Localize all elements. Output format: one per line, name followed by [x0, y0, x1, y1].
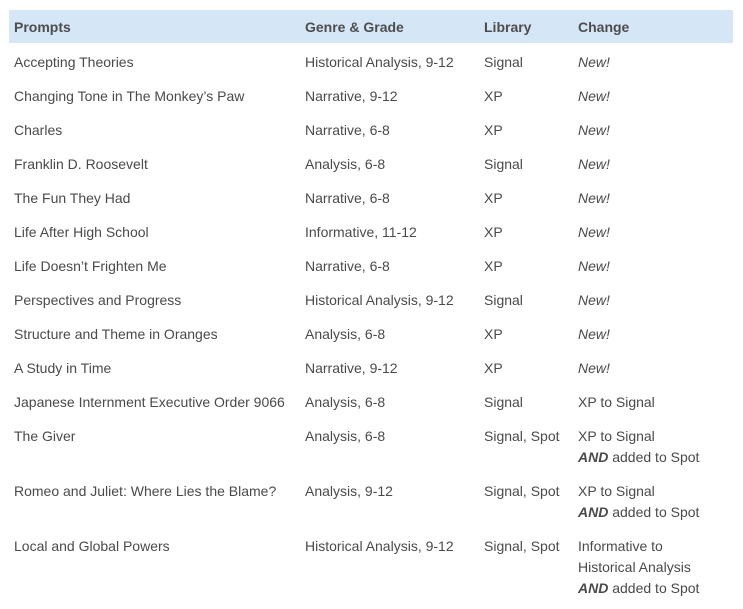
table-row — [9, 212, 733, 246]
cell-change — [573, 76, 733, 110]
change-new-badge: New! — [578, 258, 610, 274]
table-row — [9, 382, 733, 416]
cell-prompt: Perspectives and Progress — [14, 292, 182, 308]
change-new-badge: New! — [578, 360, 610, 376]
table-row — [9, 348, 733, 382]
cell-change — [573, 526, 733, 602]
cell-genre-grade: Historical Analysis, 9-12 — [305, 538, 454, 554]
cell-library: XP — [484, 122, 503, 138]
cell-prompt: The Fun They Had — [14, 190, 131, 206]
cell-library: XP — [484, 360, 503, 376]
table-row — [9, 144, 733, 178]
table-row — [9, 416, 733, 471]
header-row — [9, 10, 733, 43]
cell-change — [573, 246, 733, 280]
change-new-badge: New! — [578, 292, 610, 308]
cell-prompt: Changing Tone in The Monkey’s Paw — [14, 88, 245, 104]
cell-library: Signal — [484, 292, 523, 308]
cell-change — [573, 178, 733, 212]
cell-genre-grade: Analysis, 6-8 — [305, 428, 386, 444]
cell-genre-grade: Analysis, 6-8 — [305, 156, 386, 172]
cell-genre-grade: Narrative, 6-8 — [305, 258, 390, 274]
cell-genre-grade: Historical Analysis, 9-12 — [305, 292, 454, 308]
change-line: XP to Signal — [578, 483, 655, 499]
table-row — [9, 178, 733, 212]
and-emphasis: AND — [578, 580, 609, 596]
table-row — [9, 43, 733, 76]
cell-change — [573, 110, 733, 144]
cell-genre-grade: Informative, 11-12 — [305, 224, 417, 240]
cell-change — [573, 382, 733, 416]
change-new-badge: New! — [578, 224, 610, 240]
cell-prompt: Local and Global Powers — [14, 538, 170, 554]
column-header-prompts: Prompts — [14, 18, 71, 35]
cell-library: Signal, Spot — [484, 483, 560, 499]
table-row — [9, 471, 733, 526]
change-new-badge: New! — [578, 156, 610, 172]
cell-library: Signal, Spot — [484, 538, 560, 554]
cell-prompt: Romeo and Juliet: Where Lies the Blame? — [14, 483, 277, 499]
cell-library: Signal — [484, 156, 523, 172]
cell-prompt: A Study in Time — [14, 360, 112, 376]
cell-prompt: The Giver — [14, 428, 76, 444]
cell-library: XP — [484, 224, 503, 240]
cell-change — [573, 348, 733, 382]
table-row — [9, 314, 733, 348]
change-line: AND added to Spot — [578, 504, 700, 520]
cell-genre-grade: Narrative, 6-8 — [305, 122, 390, 138]
cell-prompt: Life After High School — [14, 224, 149, 240]
cell-change — [573, 416, 733, 471]
cell-prompt: Charles — [14, 122, 63, 138]
cell-genre-grade: Historical Analysis, 9-12 — [305, 54, 454, 70]
change-line: AND added to Spot — [578, 449, 700, 465]
cell-genre-grade: Narrative, 9-12 — [305, 88, 398, 104]
cell-genre-grade: Analysis, 9-12 — [305, 483, 393, 499]
table-row — [9, 526, 733, 602]
change-new-badge: New! — [578, 88, 610, 104]
cell-change — [573, 471, 733, 526]
change-new-badge: New! — [578, 190, 610, 206]
cell-library: Signal — [484, 54, 523, 70]
change-new-badge: New! — [578, 54, 610, 70]
cell-genre-grade: Narrative, 6-8 — [305, 190, 390, 206]
and-emphasis: AND — [578, 504, 609, 520]
table-row — [9, 110, 733, 144]
cell-prompt: Accepting Theories — [14, 54, 134, 70]
and-emphasis: AND — [578, 449, 609, 465]
cell-change — [573, 144, 733, 178]
column-header-change: Change — [578, 18, 630, 35]
column-header-genre-grade: Genre & Grade — [305, 18, 404, 35]
cell-prompt: Japanese Internment Executive Order 9066 — [14, 394, 285, 410]
change-line: XP to Signal — [578, 428, 655, 444]
change-new-badge: New! — [578, 122, 610, 138]
table-body — [9, 43, 733, 602]
cell-library: XP — [484, 326, 503, 342]
table-row — [9, 280, 733, 314]
cell-library: Signal — [484, 394, 523, 410]
cell-genre-grade: Analysis, 6-8 — [305, 394, 386, 410]
cell-change — [573, 43, 733, 76]
cell-prompt: Structure and Theme in Oranges — [14, 326, 218, 342]
cell-prompt: Life Doesn’t Frighten Me — [14, 258, 167, 274]
cell-prompt: Franklin D. Roosevelt — [14, 156, 148, 172]
cell-library: XP — [484, 190, 503, 206]
cell-library: Signal, Spot — [484, 428, 560, 444]
prompt-changes-table-container — [9, 10, 733, 602]
table-header — [9, 10, 733, 43]
cell-change — [573, 212, 733, 246]
cell-change — [573, 280, 733, 314]
table-row — [9, 76, 733, 110]
cell-change — [573, 314, 733, 348]
column-header-library: Library — [484, 18, 532, 35]
change-line: Informative to — [578, 538, 663, 554]
change-line: XP to Signal — [578, 394, 655, 410]
cell-genre-grade: Analysis, 6-8 — [305, 326, 386, 342]
cell-library: XP — [484, 258, 503, 274]
prompt-changes-table — [9, 10, 733, 602]
change-line: Historical Analysis — [578, 559, 691, 575]
change-line: AND added to Spot — [578, 580, 700, 596]
table-row — [9, 246, 733, 280]
cell-genre-grade: Narrative, 9-12 — [305, 360, 398, 376]
cell-library: XP — [484, 88, 503, 104]
change-new-badge: New! — [578, 326, 610, 342]
